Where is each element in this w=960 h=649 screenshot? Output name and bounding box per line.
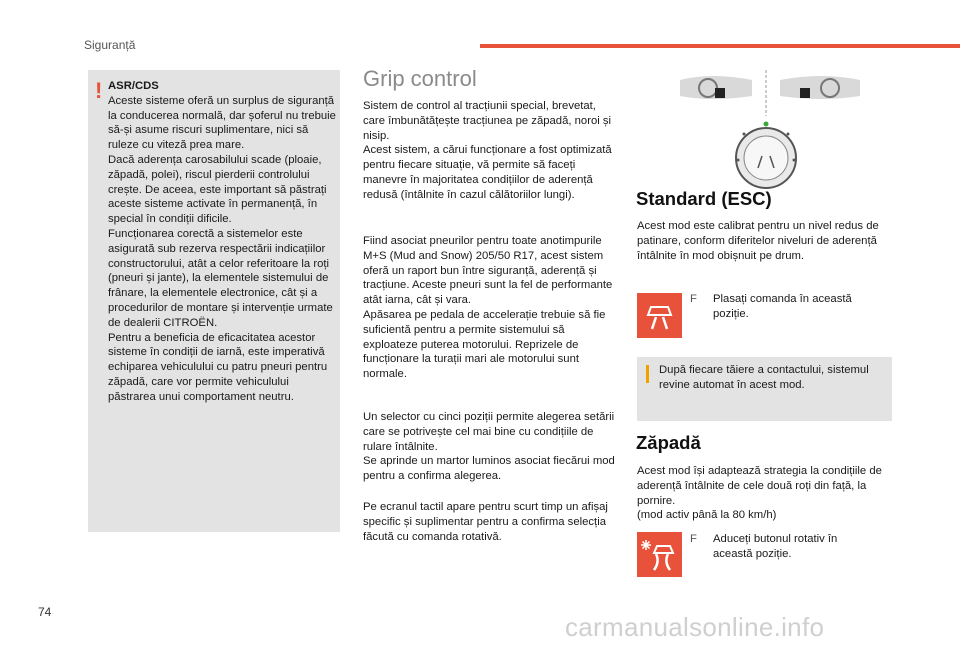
warning-icon: ! (95, 78, 103, 103)
snow-desc-text: Acest mod își adaptează strategia la condițiile de aderență întâlnite de cele două roți din față, la pornire. (637, 465, 882, 507)
standard-description: Acest mod este calibrat pentru un nivel redus de patinare, conform diferitelor niveluri de aderență întâlnite în mod obișnuit pe drum. (637, 220, 879, 262)
grip-paragraph-2 (363, 234, 621, 382)
section-title: Siguranță (84, 38, 136, 52)
grip-paragraph-4 (363, 500, 621, 544)
warning-paragraph: Aceste sisteme oferă un surplus de siguranță la conducerea normală, dar șoferul nu trebuie să-și asume riscuri suplimentare, nici să ruleze cu viteză prea mare. (108, 94, 336, 152)
standard-instruction: Plasați comanda în această poziție. (713, 293, 852, 320)
info-text: După fiecare tăiere a contactului, sistemul revine automat în acest mod. (659, 364, 869, 391)
warning-text (108, 79, 336, 405)
page-number: 74 (38, 605, 52, 619)
grip-text: Fiind asociat pneurilor pentru toate anotimpurile M+S (Mud and Snow) 205/50 R17, acest sistem oferă un raport bun între siguranță, aderență și tracțiune. Aceste pneuri sunt la fel de performante atât iarna, cât și vara. (363, 235, 613, 307)
snowflake-car-icon (637, 532, 682, 577)
grip-control-dial-illustration (672, 68, 872, 198)
warning-title: ASR/CDS (108, 80, 159, 92)
grip-paragraph-3 (363, 410, 621, 484)
road-car-icon (637, 293, 682, 338)
rotary-selector-icon (736, 122, 796, 189)
grip-text: Apăsarea pe pedala de accelerație trebuie să fie suficientă pentru a permite sistemului să exploateze puterea motorului. Reprizele de funcționare la turații mari ale motorului sunt normale. (363, 308, 606, 381)
watermark: carmanualsonline.info (565, 612, 825, 642)
snow-note: (mod activ până la 80 km/h) (637, 509, 777, 522)
bullet-glyph: F (690, 293, 697, 305)
standard-mode-tile (637, 293, 682, 338)
snow-mode-tile (637, 532, 682, 577)
standard-esc-title: Standard (ESC) (636, 188, 772, 209)
grip-text: Un selector cu cinci poziții permite alegerea setării care se potrivește cel mai bine cu condițiile de rulare întâlnite. (363, 411, 615, 453)
header-accent-bar (480, 44, 960, 48)
warning-paragraph: Funcționarea corectă a sistemelor este asigurată sub rezerva respectării indicațiilor constructorului, atât a celor referitoare la roți (pneuri și jante), la elementele sistemului de frânare, la elementele electronice, cât și a procedurilor de montare și intervenție urmate de dealerii CITROËN. (108, 227, 333, 329)
grip-text: Sistem de control al tracțiunii special, brevetat, care îmbunătățește tracțiunea pe zăpadă, noroi și nisip. (363, 100, 612, 142)
dashboard-left-icon (680, 76, 752, 99)
snow-title: Zăpadă (636, 432, 701, 453)
grip-paragraph-1 (363, 99, 621, 203)
grip-control-title: Grip control (363, 66, 477, 91)
grip-text: Pe ecranul tactil apare pentru scurt timp un afișaj specific și suplimentar pentru a confirma selecția făcută cu comanda rotativă. (363, 501, 608, 543)
warning-paragraph: Dacă aderența carosabilului scade (ploaie, zăpadă, polei), riscul pierderii controlului crește. De aceea, este important să păstrați aceste sisteme activate în permanență, în special în condiții dificile. (108, 153, 327, 226)
grip-text: Se aprinde un martor luminos asociat fiecărui mod pentru a confirma alegerea. (363, 455, 615, 483)
warning-paragraph: Pentru a beneficia de eficacitatea acestor sisteme în condiții de iarnă, este imperativă echiparea vehiculului cu patru pneuri pentru zăpadă, care vor permite vehiculului păstrarea unui comportament neutru. (108, 331, 328, 403)
bullet-glyph: F (690, 533, 697, 545)
info-icon (646, 365, 649, 383)
snow-description (637, 464, 893, 523)
grip-text: Acest sistem, a cărui funcționare a fost optimizată pentru fiecare situație, vă permite să faceți manevre în majoritatea condițiilor de aderență redusă (întâlnite în cazul călătoriilor lungi). (363, 144, 612, 201)
dashboard-right-icon (780, 76, 860, 99)
snow-instruction: Aduceți butonul rotativ în această poziție. (713, 533, 838, 560)
